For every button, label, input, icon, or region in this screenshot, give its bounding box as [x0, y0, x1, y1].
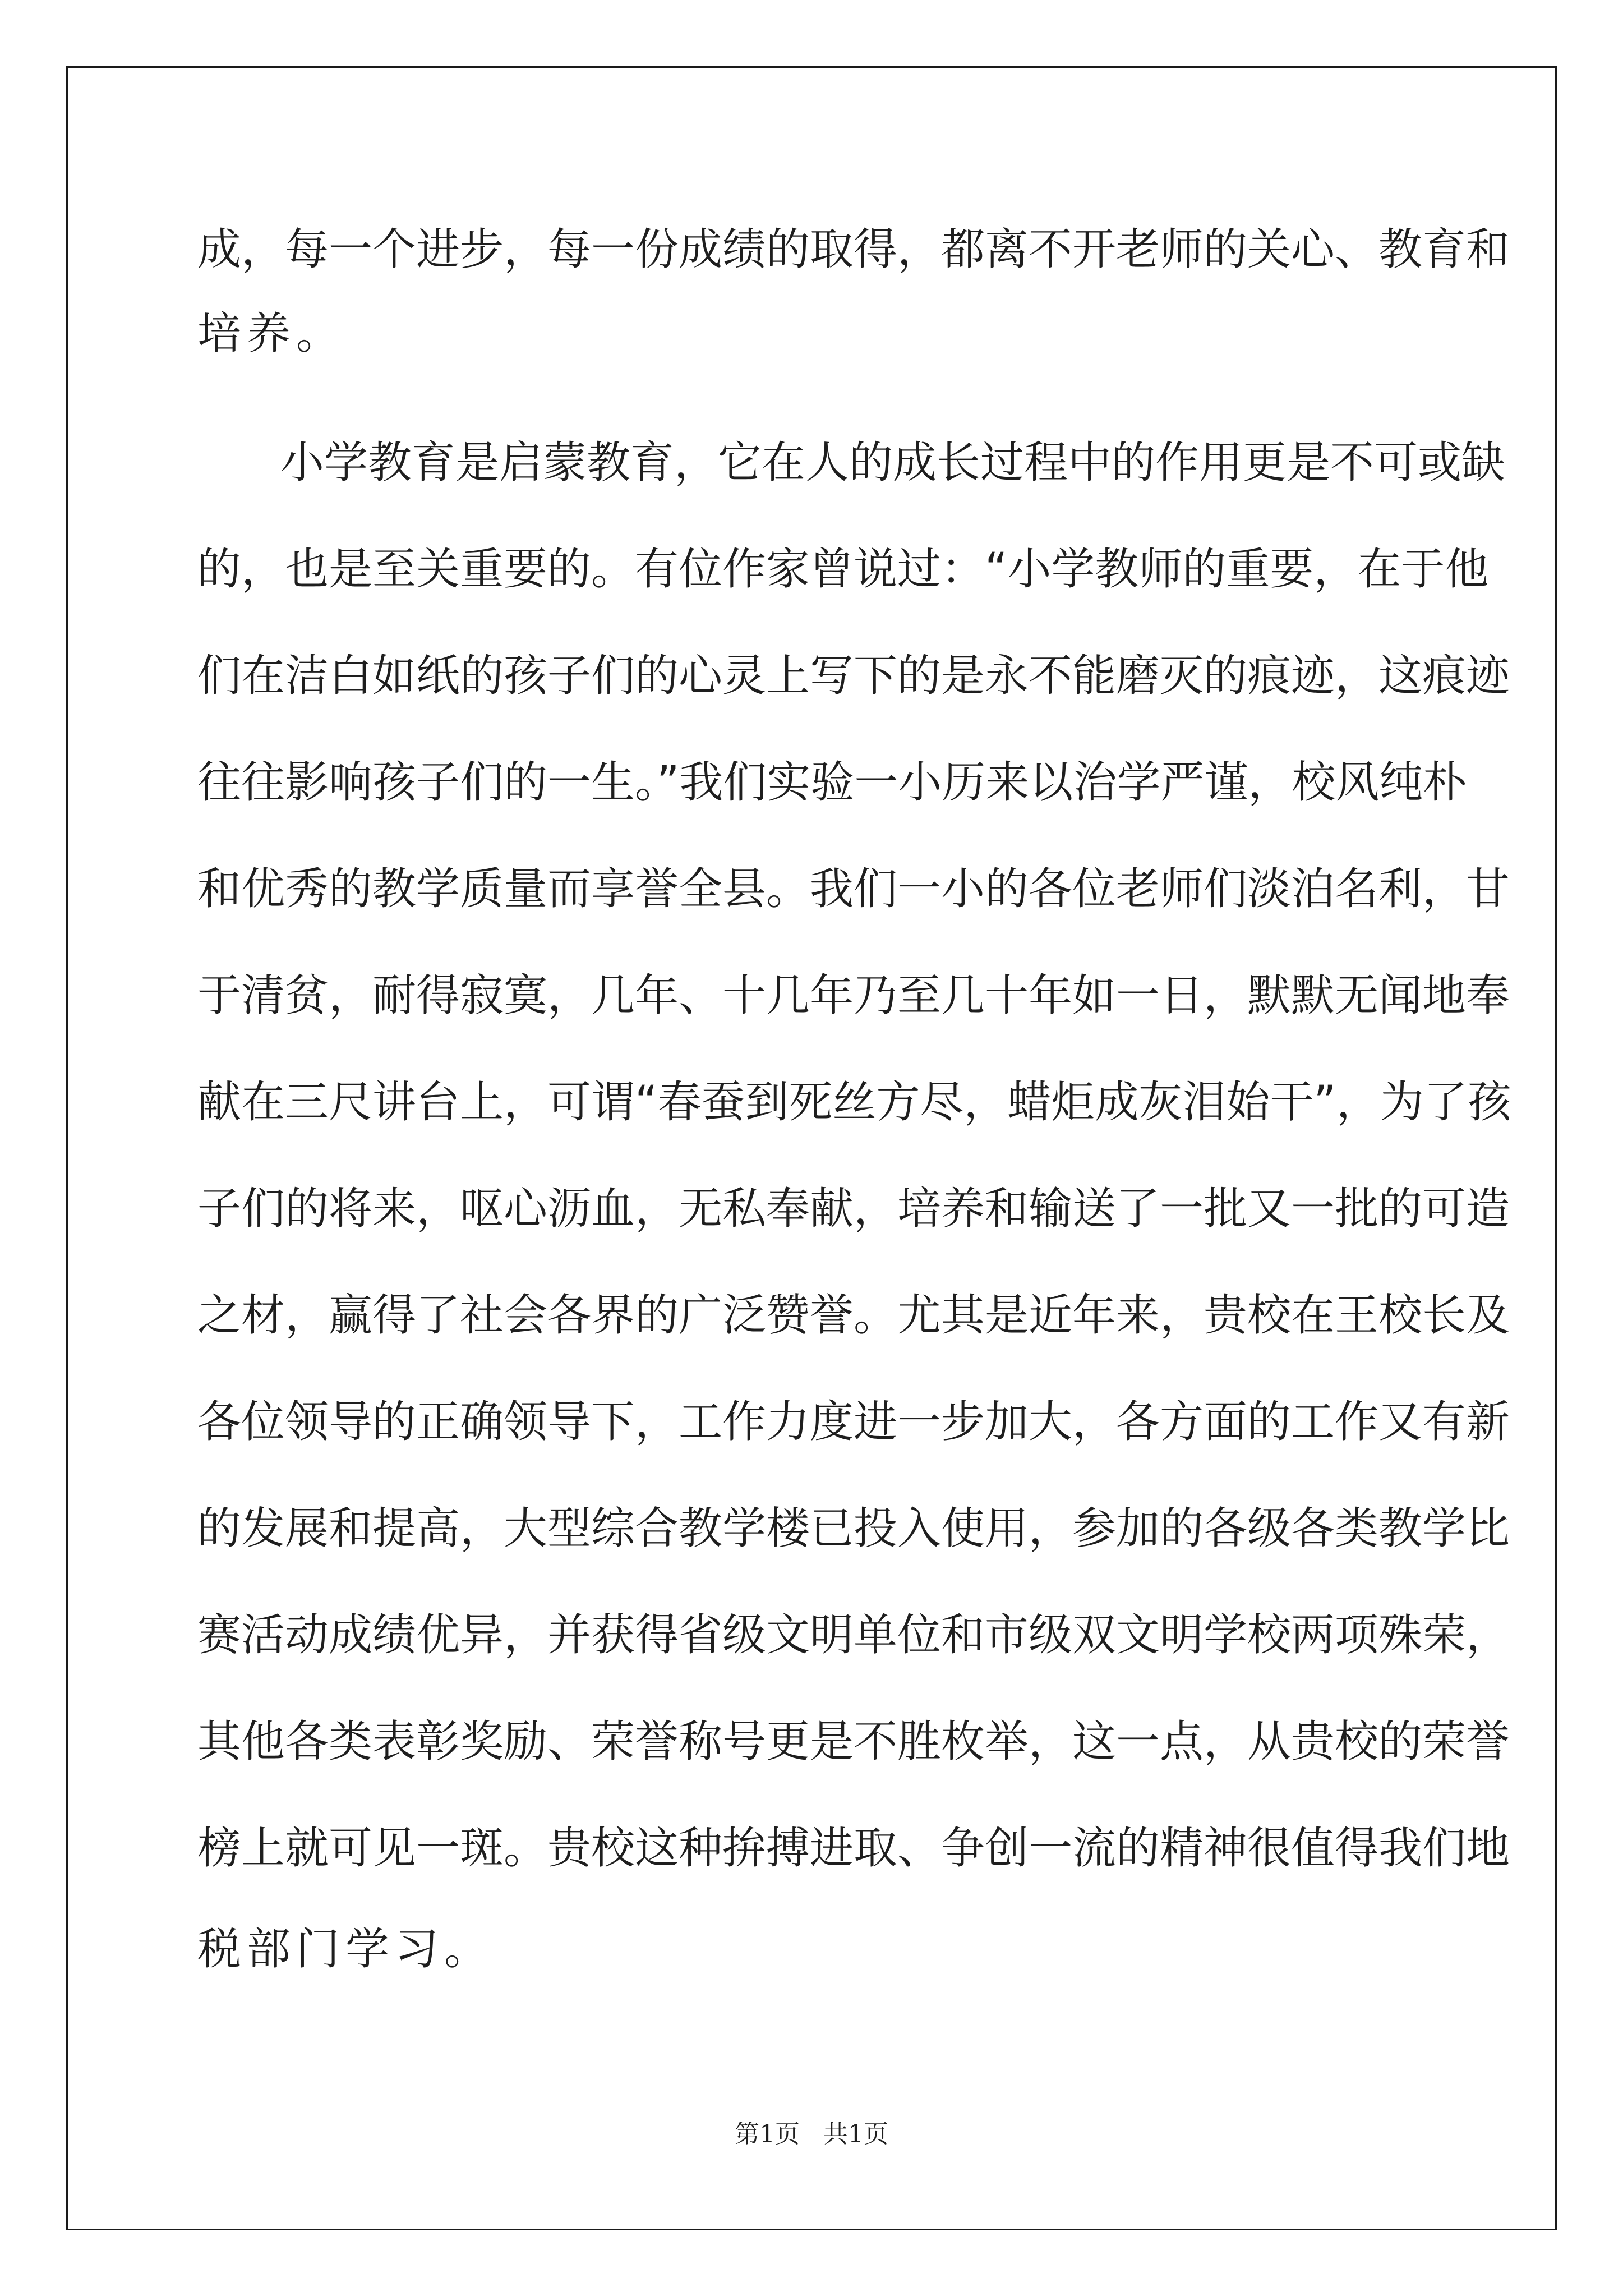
paragraph-line: 榜上就可见一斑。贵校这种拚搏进取、争创一流的精神很值得我们地: [197, 1823, 1510, 1874]
page-border: [66, 66, 1557, 2230]
paragraph-line: 各位领导的正确领导下，工作力度进一步加大，各方面的工作又有新: [197, 1397, 1510, 1447]
paragraph-line: 成，每一个进步，每一份成绩的取得，都离不开老师的关心、教育和: [197, 224, 1510, 275]
paragraph-line: 和优秀的教学质量而享誉全县。我们一小的各位老师们淡泊名利，甘: [197, 864, 1510, 914]
paragraph-line: 子们的将来，呕心沥血，无私奉献，培养和输送了一批又一批的可造: [197, 1184, 1510, 1234]
paragraph-line: 的发展和提高，大型综合教学楼已投入使用，参加的各级各类教学比: [197, 1503, 1510, 1554]
paragraph-line: 往往影响孩子们的一生。”我们实验一小历来以治学严谨，校风纯朴: [197, 757, 1467, 808]
paragraph-line: 小学教育是启蒙教育，它在人的成长过程中的作用更是不可或缺: [280, 438, 1506, 488]
paragraph-line: 其他各类表彰奖励、荣誉称号更是不胜枚举，这一点，从贵校的荣誉: [197, 1717, 1510, 1767]
page-footer: [0, 2118, 1623, 2151]
paragraph-line: 献在三尺讲台上，可谓“春蚕到死丝方尽，蜡炬成灰泪始干”，为了孩: [197, 1077, 1511, 1128]
page-number: 第1页 共1页: [735, 2120, 888, 2148]
paragraph-line: 们在洁白如纸的孩子们的心灵上写下的是永不能磨灭的痕迹，这痕迹: [197, 651, 1510, 701]
paragraph-line: 赛活动成绩优异，并获得省级文明单位和市级双文明学校两项殊荣，: [197, 1610, 1510, 1660]
paragraph-line: 于清贫，耐得寂寞，几年、十几年乃至几十年如一日，默默无闻地奉: [197, 970, 1510, 1021]
paragraph-line: 培养。: [197, 309, 346, 359]
paragraph-line: 之材，赢得了社会各界的广泛赞誉。尤其是近年来，贵校在王校长及: [197, 1290, 1510, 1341]
paragraph-line: 的，也是至关重要的。有位作家曾说过：“小学教师的重要，在于他: [197, 544, 1489, 595]
paragraph-line: 税部门学习。: [197, 1924, 494, 1975]
